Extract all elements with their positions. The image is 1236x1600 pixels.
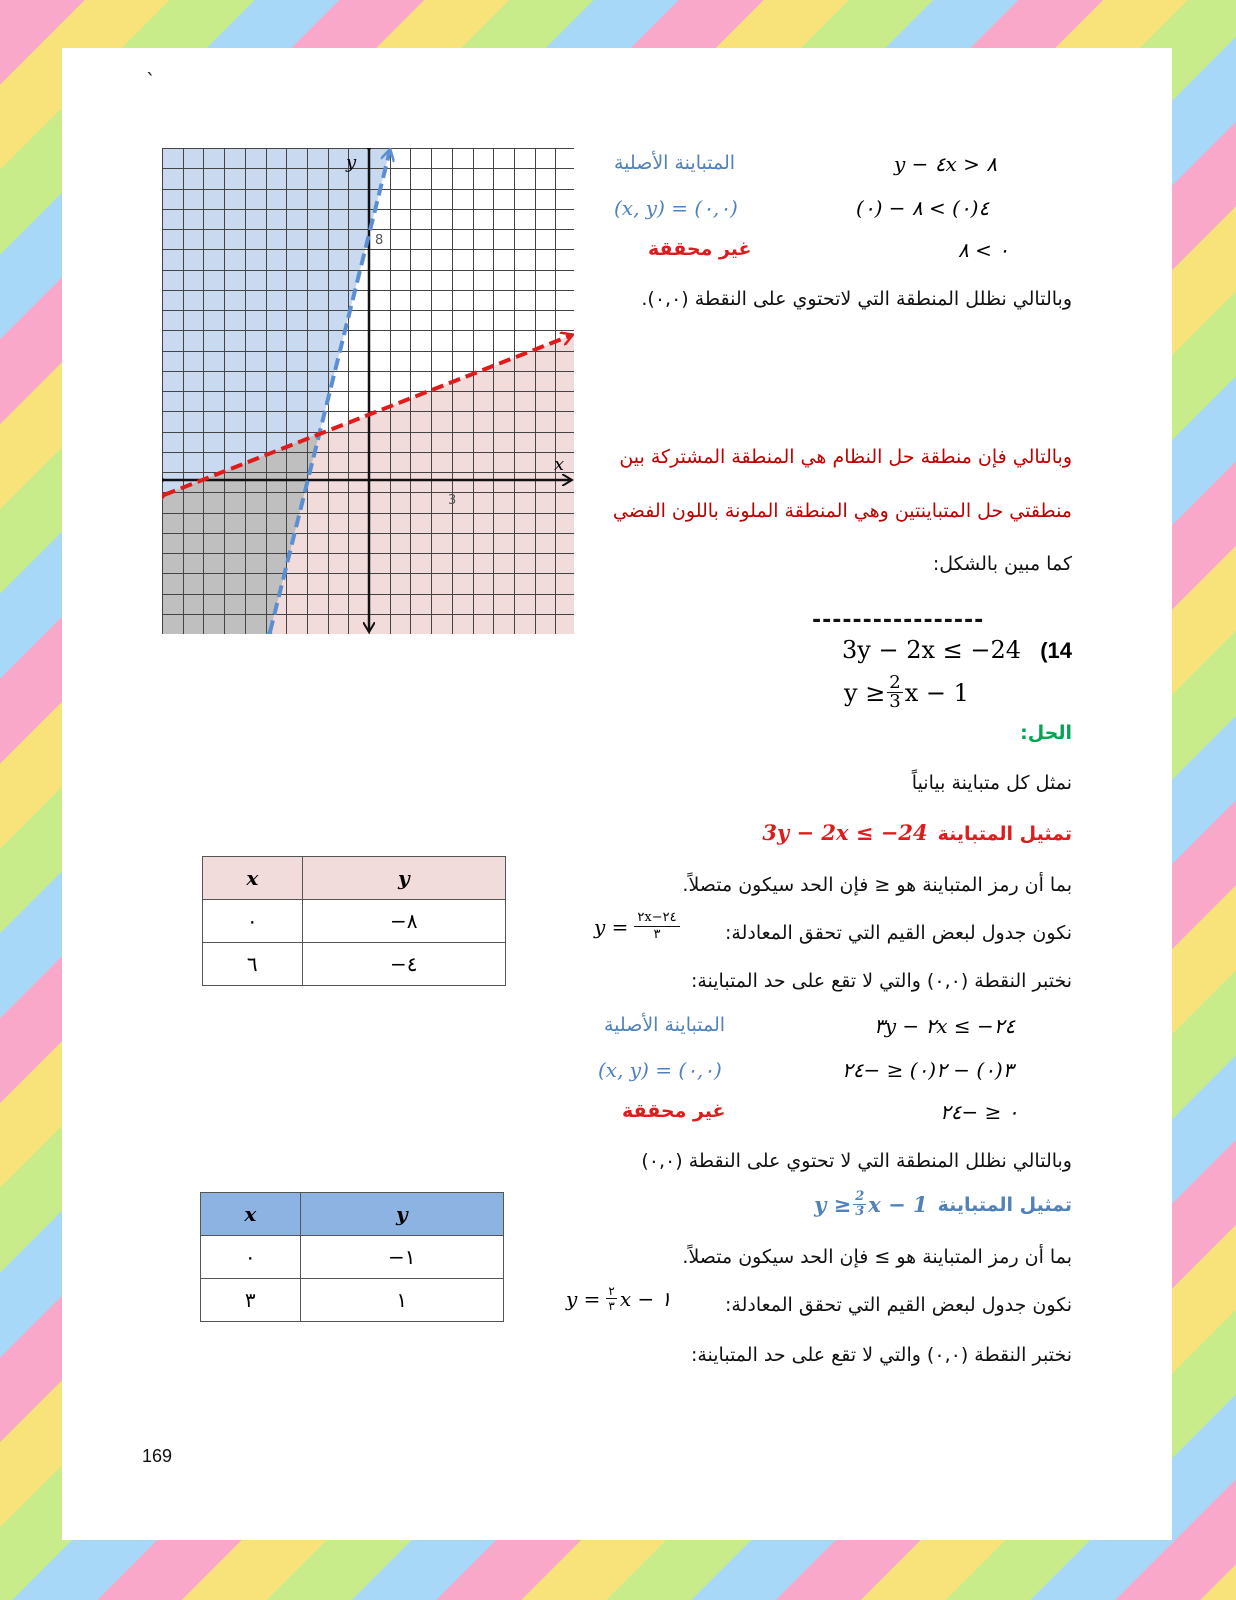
conclusion-line-2: منطقتي حل المتباينتين وهي المنطقة الملونة باللون الفضي: [612, 500, 1072, 522]
fraction-denominator: 3: [889, 691, 901, 712]
prev-result: ٠ > ٨: [958, 238, 1009, 262]
problem-inequality-2: [844, 674, 969, 711]
part1-title-text: تمثيل المتباينة: [937, 823, 1072, 845]
fraction-denominator: ٣: [653, 927, 661, 942]
conclusion-line-1: وبالتالي فإن منطقة حل النظام هي المنطقة المشتركة بين: [619, 446, 1072, 468]
prev-original-label: المتباينة الأصلية: [614, 152, 736, 174]
part2-eq-lhs: y =: [566, 1286, 601, 1311]
part2-equation: [566, 1284, 671, 1313]
prev-substitution: (٠) − ٤(٠) > ٨: [856, 196, 990, 220]
part2-symbol-text: بما أن رمز المتباينة هو ≥ فإن الحد سيكون متصلاً.: [682, 1246, 1072, 1268]
part1-title-math: 3y − 2x ≤ −24: [762, 820, 928, 845]
table-header-x: x: [203, 857, 303, 900]
part2-math-prefix: y ≥: [814, 1192, 852, 1217]
part2-math-suffix: x − 1: [868, 1192, 928, 1217]
part2-eq-fraction: [606, 1284, 616, 1313]
prev-shade-text: وبالتالي نظلل المنطقة التي لاتحتوي على النقطة (٠,٠).: [641, 288, 1072, 310]
part2-test-text: نختبر النقطة (٠,٠) والتي لا تقع على حد المتباينة:: [690, 1344, 1072, 1366]
part1-title: [762, 820, 1072, 845]
part1-test-text: نختبر النقطة (٠,٠) والتي لا تقع على حد المتباينة:: [690, 970, 1072, 992]
part1-table-text: نكون جدول لبعض القيم التي تحقق المعادلة:: [724, 922, 1072, 944]
conclusion-line-3: كما مبين بالشكل:: [932, 553, 1072, 575]
part2-value-table: [200, 1192, 504, 1322]
part1-original-label: المتباينة الأصلية: [604, 1014, 726, 1036]
table-row: [201, 1279, 504, 1322]
part1-result: ٠ ≤ −٢٤: [940, 1100, 1019, 1124]
part1-test-point: (x, y) = (٠,٠): [598, 1058, 722, 1082]
part2-title-fraction: [853, 1190, 866, 1219]
table-cell: ٦: [203, 943, 303, 986]
table-cell: −٨: [302, 900, 505, 943]
part1-shade-text: وبالتالي نظلل المنطقة التي لا تحتوي على النقطة (٠,٠): [641, 1150, 1072, 1172]
fraction-numerator: 2: [855, 1189, 865, 1204]
part2-title-math: [814, 1190, 928, 1219]
ineq2-suffix: x − 1: [904, 678, 969, 707]
ineq2-prefix: y ≥: [844, 678, 886, 707]
fraction-denominator: ٣: [608, 1299, 615, 1313]
fraction-numerator: ٢x−٢٤: [634, 910, 679, 927]
table-cell: −١: [300, 1236, 503, 1279]
table-cell: ٣: [201, 1279, 301, 1322]
y-tick-label: 8: [375, 233, 384, 248]
part1-equation: [594, 910, 680, 943]
solution-label: الحل:: [1020, 722, 1072, 744]
part1-value-table: [202, 856, 506, 986]
inequality-graph: [162, 148, 574, 634]
fraction-numerator: 2: [889, 672, 901, 693]
page: [62, 48, 1172, 1540]
x-tick-label: 3: [448, 493, 457, 508]
table-cell: ٠: [201, 1236, 301, 1279]
problem-number: (14: [1040, 638, 1072, 663]
page-number: 169: [142, 1446, 173, 1466]
solution-intro: نمثل كل متباينة بيانياً: [911, 772, 1072, 794]
prev-test-point: (x, y) = (٠,٠): [614, 196, 738, 220]
part1-eq-fraction: [634, 910, 679, 943]
fraction-numerator: ٢: [608, 1284, 615, 1298]
ineq2-fraction: [887, 674, 902, 711]
table-cell: −٤: [302, 943, 505, 986]
part2-eq-suffix: x − ١: [619, 1286, 672, 1311]
problem-inequality-1: 3y − 2x ≤ −24: [842, 636, 1022, 664]
table-row: [201, 1236, 504, 1279]
part2-table-text: نكون جدول لبعض القيم التي تحقق المعادلة:: [724, 1294, 1072, 1316]
table-row: [203, 943, 506, 986]
table-header-y: y: [302, 857, 505, 900]
y-axis-label: y: [346, 152, 357, 173]
part1-not-satisfied: غير محققة: [622, 1100, 726, 1122]
part1-original-inequality: ٣y − ٢x ≤ −٢٤: [874, 1014, 1016, 1038]
part1-eq-lhs: y =: [594, 914, 629, 939]
table-cell: ١: [300, 1279, 503, 1322]
part2-title-text: تمثيل المتباينة: [937, 1193, 1072, 1216]
table-row: [203, 900, 506, 943]
part1-substitution: ٣(٠) − ٢(٠) ≤ −٢٤: [842, 1058, 1014, 1082]
part1-symbol-text: بما أن رمز المتباينة هو ≤ فإن الحد سيكون متصلاً.: [682, 874, 1072, 896]
table-cell: ٠: [203, 900, 303, 943]
table-header-y: y: [300, 1193, 503, 1236]
part2-title: [814, 1190, 1072, 1219]
tick-mark: `: [146, 70, 156, 92]
section-divider: -----------------: [812, 608, 985, 633]
prev-inequality: y − ٤x > ٨: [894, 152, 998, 176]
fraction-denominator: 3: [855, 1204, 865, 1219]
table-header-x: x: [201, 1193, 301, 1236]
prev-not-satisfied: غير محققة: [648, 238, 752, 260]
x-axis-label: x: [554, 454, 565, 475]
